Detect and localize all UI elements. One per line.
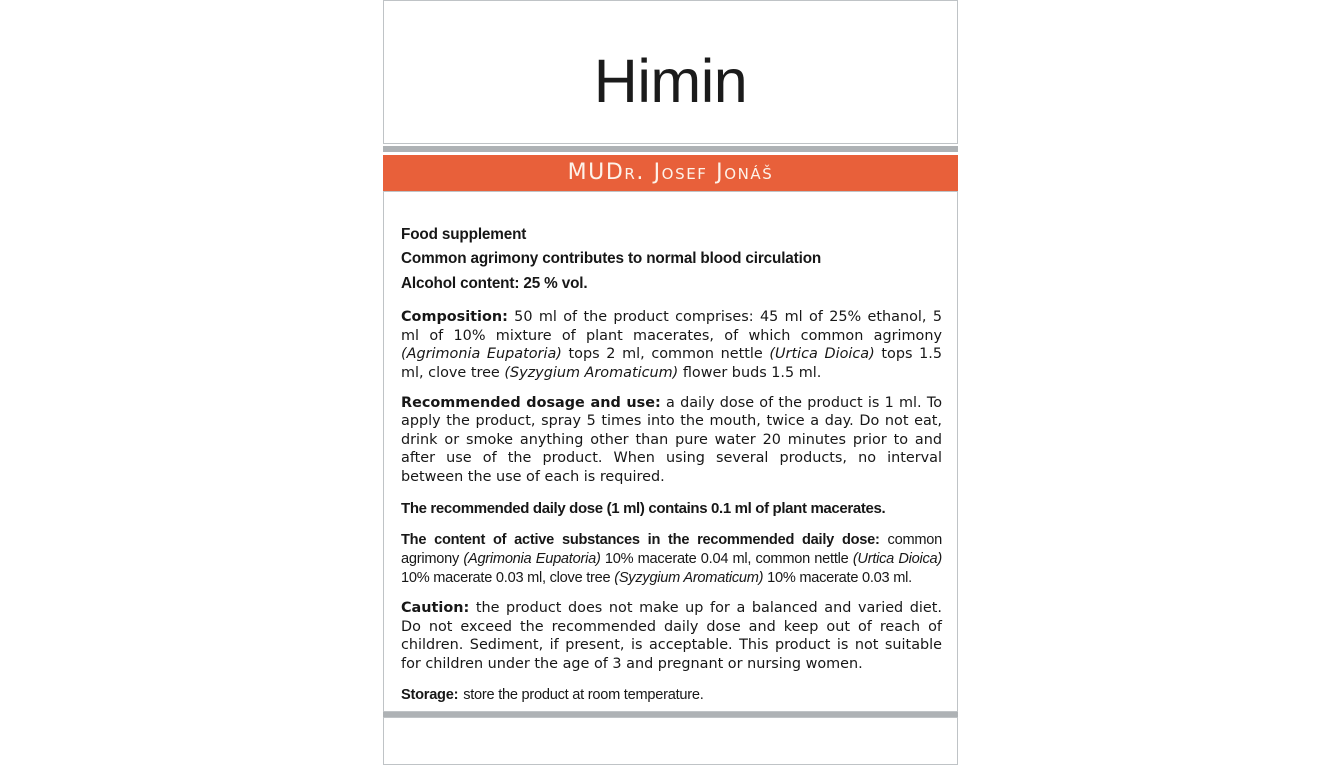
dosage-block	[401, 394, 942, 487]
footer-panel	[383, 717, 958, 765]
active-substances-latin-1: (Agrimonia Eupatoria)	[463, 550, 601, 567]
composition-text-1: 50 ml of the product comprises: 45 ml of 25% ethanol, 5 ml of 10% mixture of plant macerates, of which common agrimony	[401, 309, 942, 344]
dosage-text: a daily dose of the product is 1 ml. To apply the product, spray 5 times into the mouth, twice a day. Do not eat, drink or smoke anything other than pure water 20 minutes prior to and after use of the product. When using several products, no interval between the use of each is required.	[401, 394, 942, 485]
active-substances-text-4: 10% macerate 0.03 ml.	[763, 569, 912, 586]
product-label	[383, 0, 958, 768]
composition-latin-3: (Syzygium Aromaticum)	[504, 365, 679, 381]
body-content	[401, 223, 942, 705]
composition-block	[401, 308, 942, 382]
active-substances-text-2: 10% macerate 0.04 ml, common nettle	[600, 550, 853, 567]
composition-text-3: tops 1.5 ml, clove tree	[401, 346, 942, 381]
active-substances-block	[401, 531, 942, 589]
headline-group	[401, 223, 942, 296]
author-name: MUDr. Josef Jonáš	[567, 160, 774, 185]
title-panel	[383, 0, 958, 144]
author-band	[383, 155, 958, 191]
caution-lead: Caution:	[401, 600, 470, 617]
daily-dose-note: The recommended daily dose (1 ml) contains 0.1 ml of plant macerates.	[401, 499, 886, 517]
brand-title: Himin	[593, 47, 748, 115]
dosage-lead: Recommended dosage and use:	[401, 394, 661, 411]
headline-food-supplement: Food supplement	[401, 226, 527, 243]
caution-block	[401, 599, 942, 673]
composition-latin-1: (Agrimonia Eupatoria)	[401, 346, 562, 363]
composition-text-2: tops 2 ml, common nettle	[561, 346, 770, 363]
composition-latin-2: (Urtica Dioica)	[769, 346, 875, 363]
composition-lead: Composition:	[401, 309, 508, 326]
active-substances-text-1: common agrimony	[401, 531, 942, 567]
caution-text: the product does not make up for a balanced and varied diet. Do not exceed the recommended daily dose and keep out of reach of children. Sediment, if present, is acceptable. This product is not suitable for children under the age of 3 and pregnant or nursing women.	[401, 600, 942, 672]
composition-text-4: flower buds 1.5 ml.	[678, 365, 822, 381]
separator-bar-top	[383, 146, 958, 152]
active-substances-latin-3: (Syzygium Aromaticum)	[614, 569, 764, 586]
storage-text: store the product at room temperature.	[463, 686, 704, 703]
active-substances-text-3: 10% macerate 0.03 ml, clove tree	[401, 569, 615, 586]
headline-health-claim: Common agrimony contributes to normal blood circulation	[401, 250, 822, 268]
active-substances-latin-2: (Urtica Dioica)	[852, 550, 943, 567]
storage-lead: Storage:	[401, 686, 459, 703]
headline-alcohol-content: Alcohol content: 25 % vol.	[401, 274, 588, 292]
active-substances-lead: The content of active substances in the recommended daily dose:	[401, 531, 880, 548]
body-panel	[383, 191, 958, 712]
storage-block	[401, 686, 942, 705]
